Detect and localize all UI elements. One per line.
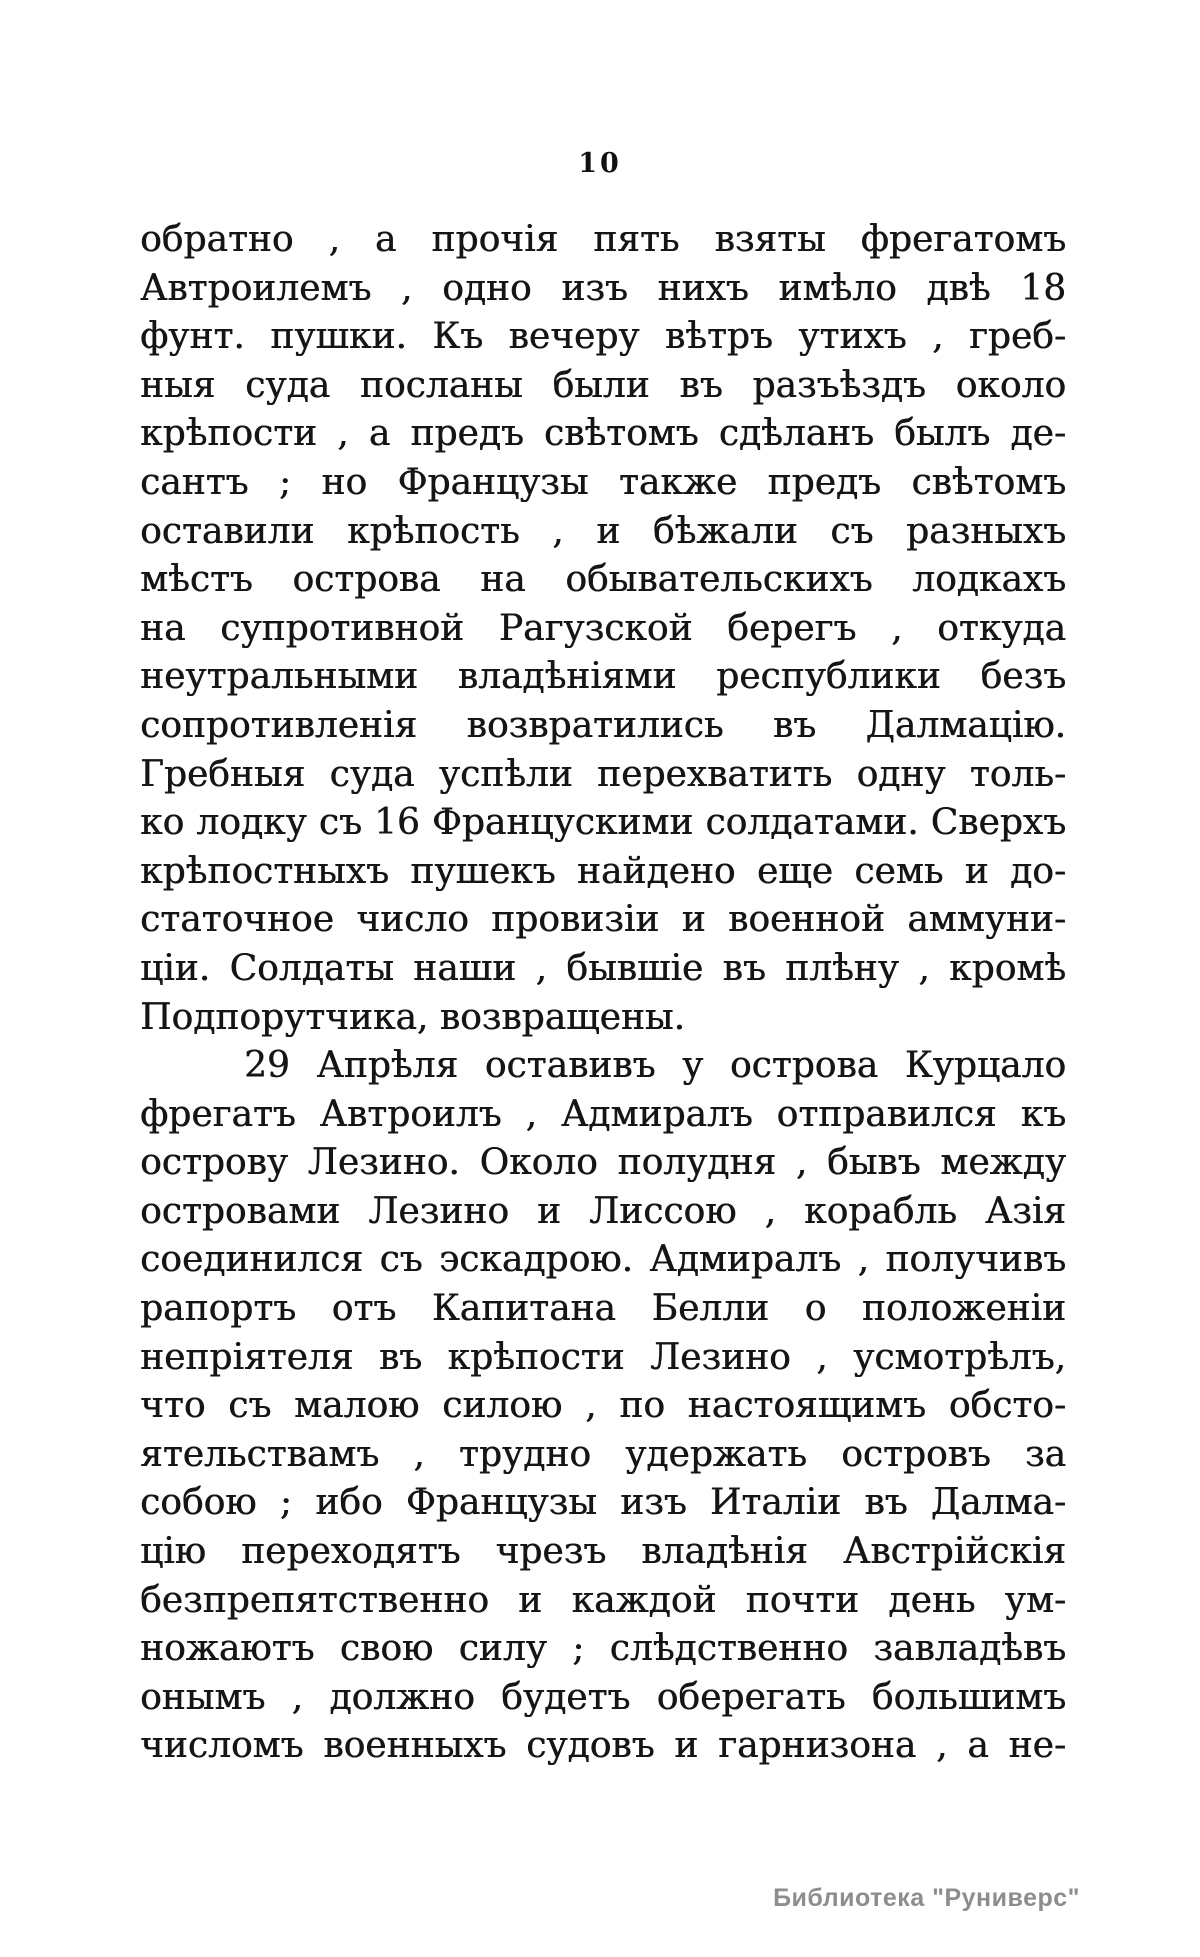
text-line: Гребныя суда успѣли перехватить одну толь- <box>140 753 1066 795</box>
text-line: ціи. Солдаты наши , бывшіе въ плѣну , кромѣ <box>140 947 1066 989</box>
text-line: крѣпости , а предъ свѣтомъ сдѣланъ былъ де- <box>140 413 1066 455</box>
library-watermark: Библиотека "Руниверс" <box>773 1884 1080 1912</box>
text-line: сантъ ; но Французы также предъ свѣтомъ <box>140 461 1066 503</box>
text-line: цію переходятъ чрезъ владѣнія Австрійскія <box>140 1531 1066 1573</box>
text-line: фрегатъ Автроилъ , Адмиралъ отправился къ <box>140 1093 1066 1135</box>
text-line: рапортъ отъ Капитана Белли о положеніи <box>140 1288 1066 1330</box>
text-line: собою ; ибо Французы изъ Италіи въ Далма- <box>140 1482 1066 1524</box>
text-line: Подпорутчика, возвращены. <box>140 996 685 1038</box>
text-line: что съ малою силою , по настоящимъ обсто- <box>140 1385 1066 1427</box>
text-line: онымъ , должно будетъ оберегать большимъ <box>140 1676 1066 1718</box>
text-line: ятельствамъ , трудно удержать островъ за <box>140 1433 1066 1475</box>
text-line: соединился съ эскадрою. Адмиралъ , получивъ <box>140 1239 1066 1281</box>
text-line: ныя суда посланы были въ разъѣздъ около <box>140 364 1066 406</box>
text-line: острову Лезино. Около полудня , бывъ между <box>140 1142 1066 1184</box>
text-line: непріятеля въ крѣпости Лезино , усмотрѣлъ, <box>140 1336 1066 1378</box>
text-block <box>140 216 1066 1771</box>
text-line: Автроилемъ , одно изъ нихъ имѣло двѣ 18 <box>140 267 1066 309</box>
text-line: крѣпостныхъ пушекъ найдено еще семь и до- <box>140 850 1066 892</box>
text-line: мѣстъ острова на обывательскихъ лодкахъ <box>140 559 1066 601</box>
text-line: ко лодку съ 16 Францускими солдатами. Сверхъ <box>140 802 1066 844</box>
text-line: на супротивной Рагузской берегъ , откуда <box>140 607 1066 649</box>
text-line: безпрепятственно и каждой почти день ум- <box>140 1579 1066 1621</box>
text-line: сопротивленія возвратились въ Далмацію. <box>140 704 1066 746</box>
text-line: 29 Апрѣля оставивъ у острова Курцало <box>244 1045 1066 1087</box>
text-line: фунт. пушки. Къ вечеру вѣтръ утихъ , греб- <box>140 316 1066 358</box>
text-line: обратно , а прочія пять взяты фрегатомъ <box>140 219 1066 260</box>
text-line: ножаютъ свою силу ; слѣдственно завладѣвъ <box>140 1628 1066 1670</box>
text-line: островами Лезино и Лиссою , корабль Азія <box>140 1190 1066 1232</box>
text-line: неутральными владѣніями республики безъ <box>140 656 1066 698</box>
text-line: статочное число провизіи и военной аммуни- <box>140 899 1066 941</box>
page-number: 10 <box>578 148 622 179</box>
text-line: числомъ военныхъ судовъ и гарнизона , а не- <box>140 1725 1066 1767</box>
text-line: оставили крѣпость , и бѣжали съ разныхъ <box>140 510 1066 552</box>
